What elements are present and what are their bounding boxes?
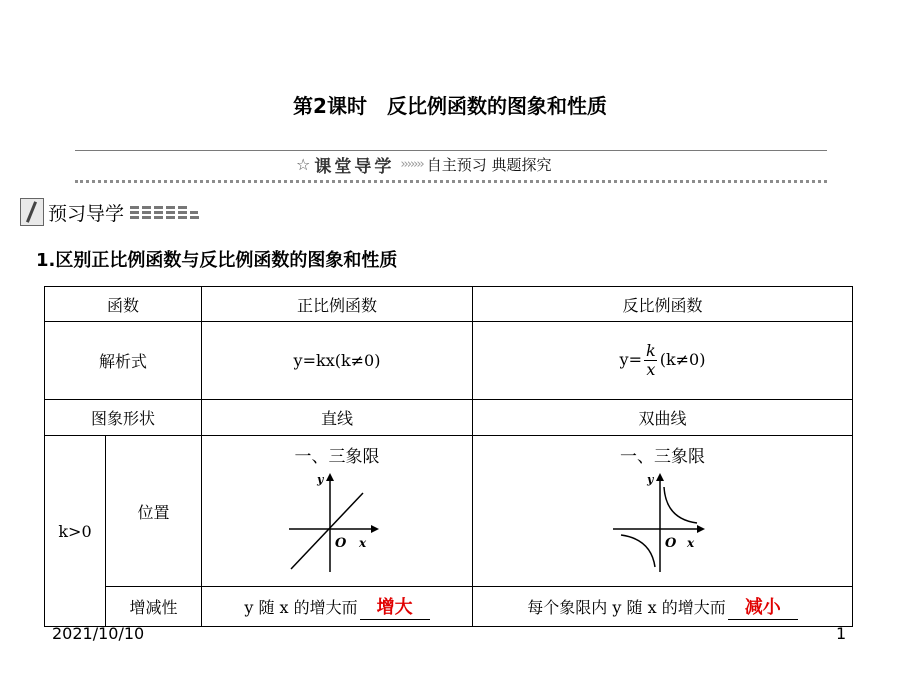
banner-bottom-rule xyxy=(75,180,827,183)
page-title: 第2课时 反比例函数的图象和性质 xyxy=(293,94,607,118)
dashed-bars-icon xyxy=(130,206,202,219)
hyperbola-branch-q1 xyxy=(664,487,697,523)
star-icon: ☆ xyxy=(296,154,311,174)
direct-formula: y=kx(k≠0) xyxy=(202,322,473,400)
chevrons-icon: ››››››› xyxy=(400,156,423,172)
x-label: x xyxy=(686,536,694,550)
pencil-icon xyxy=(20,198,44,226)
inverse-shape: 双曲线 xyxy=(473,400,853,436)
banner-label: 课堂导学 xyxy=(314,156,395,177)
x-arrow-icon xyxy=(697,525,705,533)
y-arrow-icon xyxy=(656,473,664,481)
origin-label: O xyxy=(664,536,676,551)
direct-line xyxy=(291,493,363,569)
origin-label: O xyxy=(335,536,347,551)
table-row xyxy=(45,322,853,400)
direct-quadrants: 一、三象限 xyxy=(294,447,380,467)
section-header xyxy=(20,198,202,226)
inverse-position-cell xyxy=(473,436,853,587)
header-cell: 正比例函数 xyxy=(202,287,473,322)
footer-date: 2021/10/10 xyxy=(52,624,145,643)
banner-subtitle: 自主预习 典题探究 xyxy=(426,155,552,174)
row-label: 增减性 xyxy=(106,587,202,627)
inverse-quadrants: 一、三象限 xyxy=(620,447,706,467)
section-heading: 1.区别正比例函数与反比例函数的图象和性质 xyxy=(36,250,398,271)
direct-graph xyxy=(287,469,387,574)
inverse-formula: y= $\frac{k}{x}$ (k≠0) xyxy=(473,322,853,400)
x-arrow-icon xyxy=(371,525,379,533)
y-arrow-icon xyxy=(326,473,334,481)
header-cell: 函数 xyxy=(45,287,202,322)
inverse-graph xyxy=(613,469,713,574)
direct-answer: 增大 xyxy=(376,597,413,618)
x-label: x xyxy=(359,536,367,550)
inverse-answer: 减小 xyxy=(744,597,781,618)
table-row xyxy=(45,287,853,322)
k-condition: k>0 xyxy=(45,436,106,627)
table-row xyxy=(45,587,853,627)
y-label: y xyxy=(317,473,324,486)
row-label: 图象形状 xyxy=(45,400,202,436)
table-row xyxy=(45,400,853,436)
fraction: $\frac{k}{x}$ xyxy=(646,341,656,379)
banner xyxy=(290,153,558,175)
banner-top-rule xyxy=(75,150,827,151)
row-label: 位置 xyxy=(106,436,202,587)
page-number: 1 xyxy=(836,624,847,643)
inverse-monotonic-cell: 每个象限内 y 随 x 的增大而 减小 xyxy=(473,587,853,627)
direct-shape: 直线 xyxy=(202,400,473,436)
answer-blank xyxy=(728,593,798,620)
hyperbola-branch-q3 xyxy=(621,535,655,567)
section-label: 预习导学 xyxy=(48,202,125,225)
header-cell: 反比例函数 xyxy=(473,287,853,322)
comparison-table xyxy=(44,286,853,627)
direct-monotonic-cell: y 随 x 的增大而 增大 xyxy=(202,587,473,627)
y-label: y xyxy=(646,473,653,486)
answer-blank xyxy=(360,593,430,620)
table-row xyxy=(45,436,853,587)
row-label: 解析式 xyxy=(45,322,202,400)
direct-position-cell xyxy=(202,436,473,587)
